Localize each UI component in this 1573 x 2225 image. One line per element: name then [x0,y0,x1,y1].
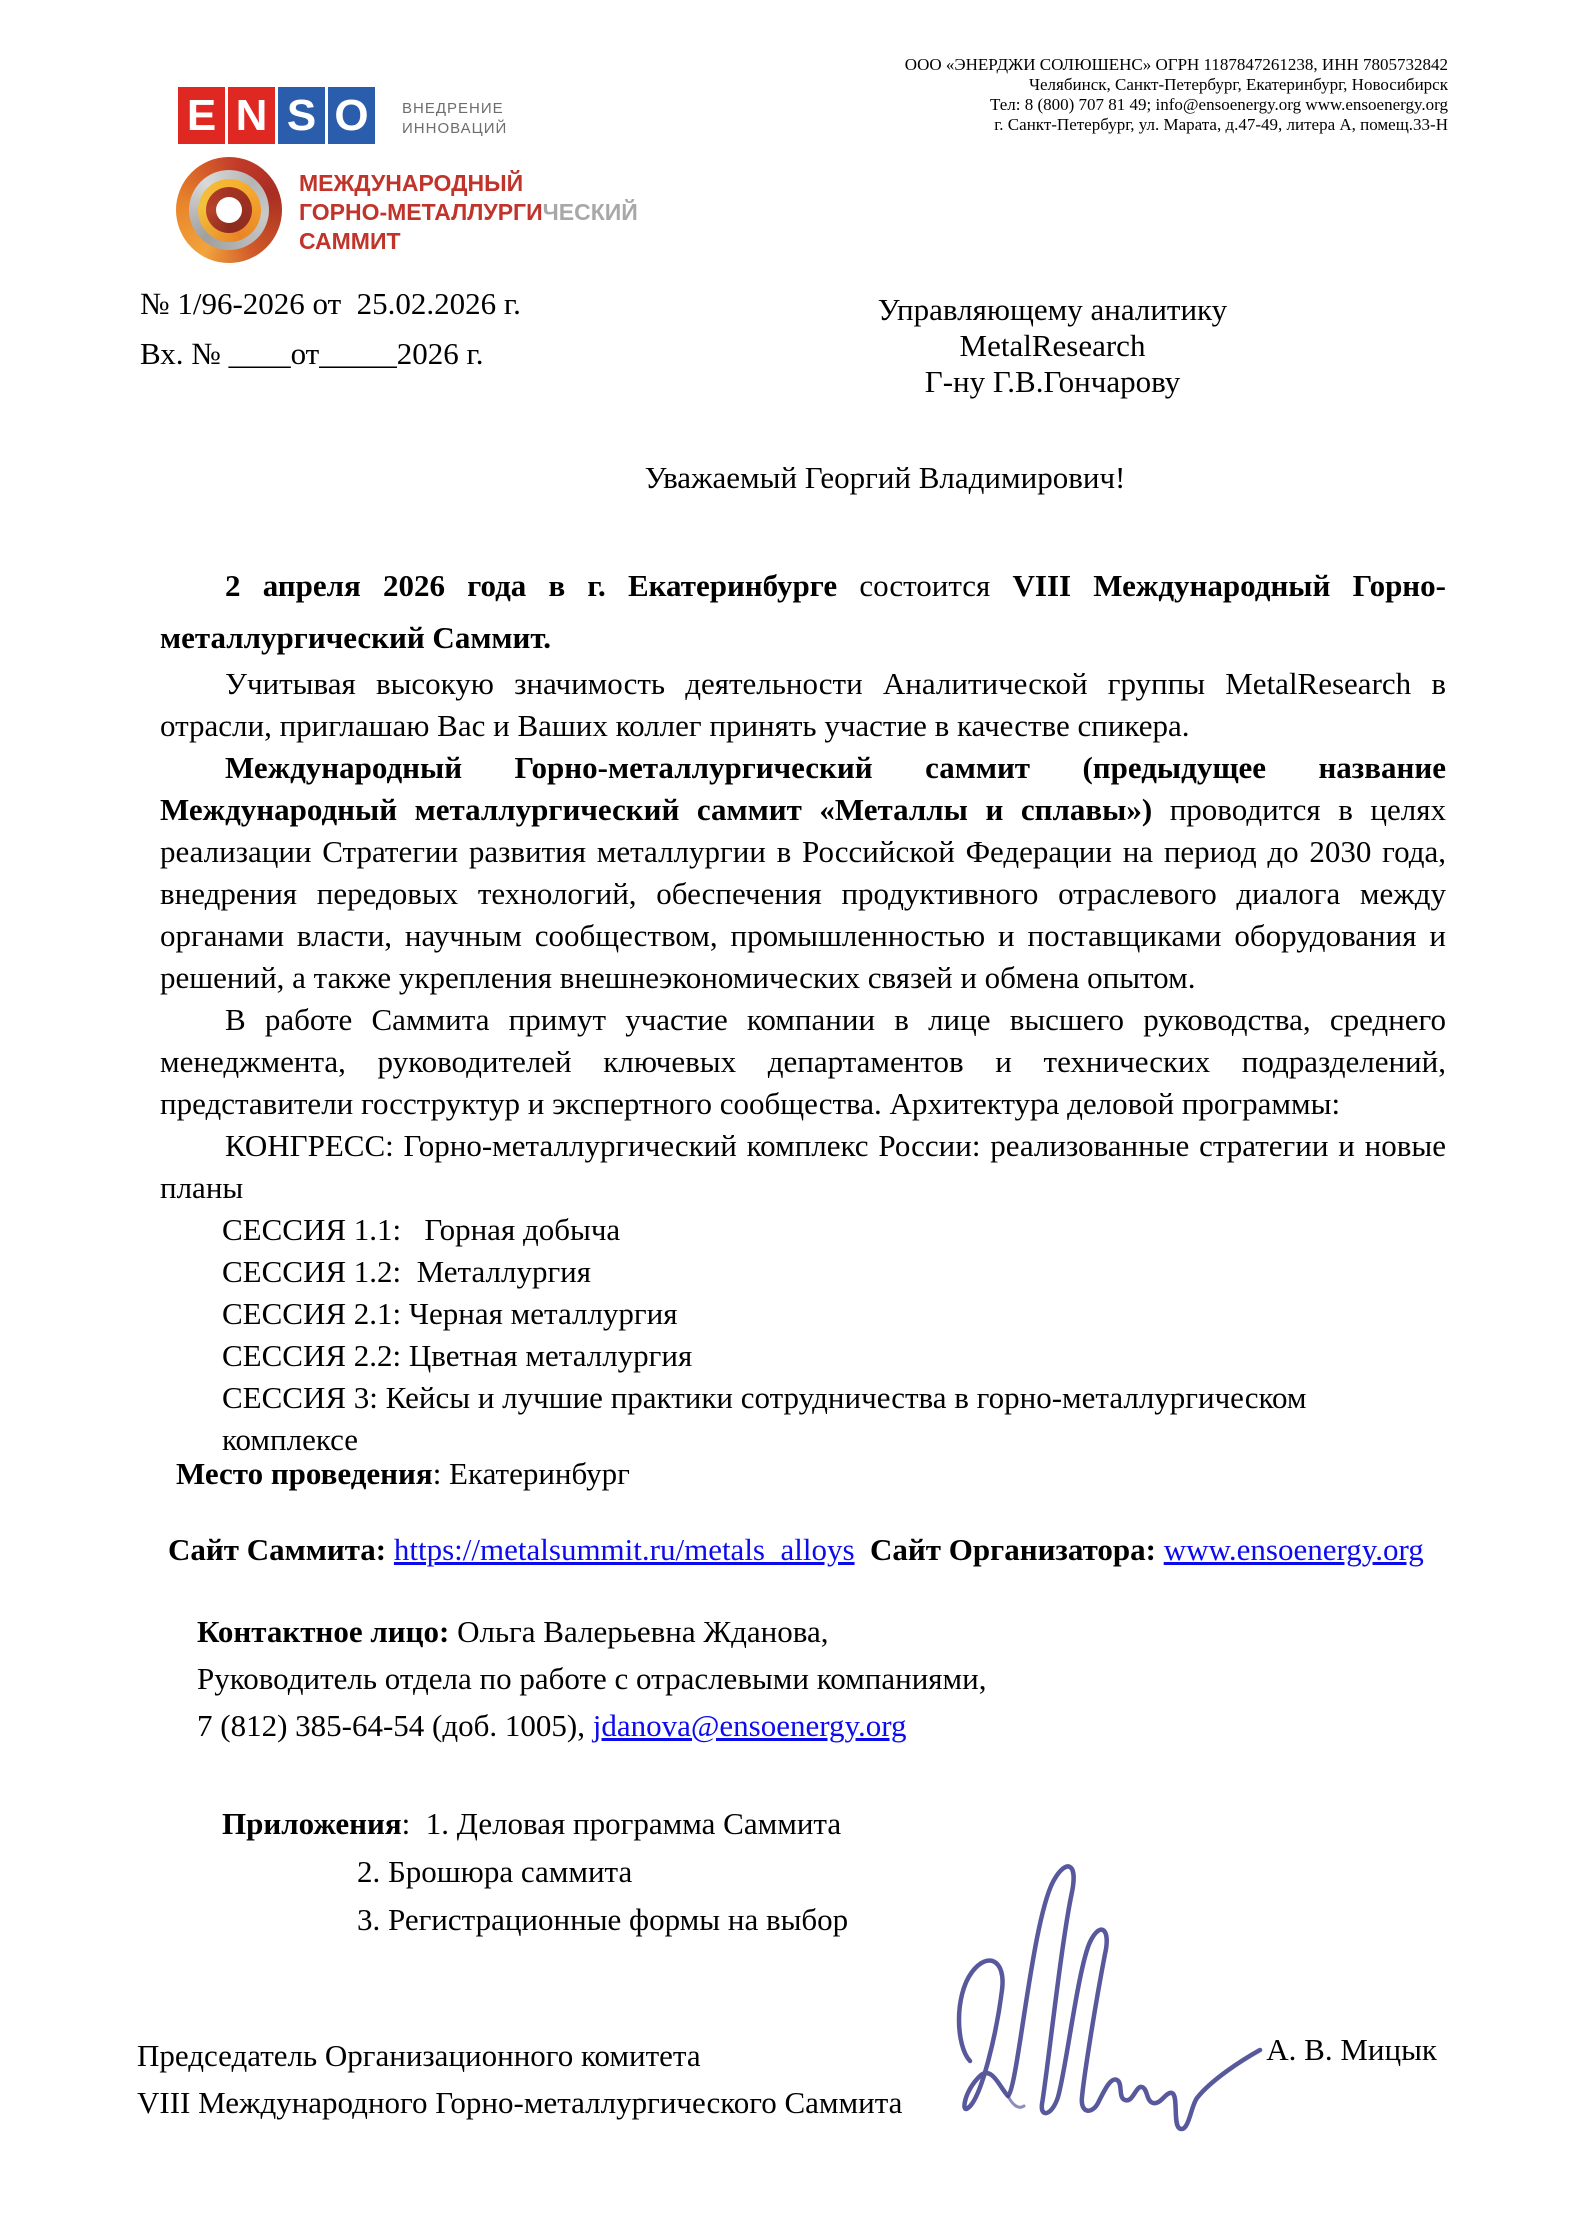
enso-logo [178,87,375,144]
contact-label: Контактное лицо: [197,1614,450,1649]
session-2-1: СЕССИЯ 2.1: Черная металлургия [222,1296,678,1331]
enso-letter-e: E [178,87,225,144]
addressee-line: Г-ну Г.В.Гончарову [924,364,1181,399]
signature-ink [920,1848,1270,2148]
paragraph-invitation: Учитывая высокую значимость деятельности Аналитической группы MetalResearch в отрасли, приглашаю Вас и Ваших коллег принять участие в качестве спикера. [160,666,1446,743]
attachments-label: Приложения [222,1806,402,1841]
summit-site-label: Сайт Саммита: [168,1532,394,1567]
paragraph-announcement: 2 апреля 2026 года в г. Екатеринбурге состоится VIII Международный Горно-металлургический Саммит. [160,568,1446,655]
attachment-item-3: 3. Регистрационные формы на выбор [357,1902,849,1937]
organizer-site-label: Сайт Организатора: [870,1532,1164,1567]
contact-person-line: Контактное лицо: Ольга Валерьевна Жданова, [197,1614,829,1649]
venue-label: Место проведения [176,1456,433,1491]
venue-line [176,1456,630,1492]
summit-site-link[interactable]: https://metalsummit.ru/metals_alloys [393,1532,855,1567]
enso-letter-s: S [278,87,325,144]
incoming-ref-number: Вх. № ____от_____2026 г. [140,336,484,371]
summit-logo-line2: ГОРНО-МЕТАЛЛУРГИЧЕСКИЙ [299,199,638,225]
salutation: Уважаемый Георгий Владимирович! [644,460,1126,495]
signer-role-line1: Председатель Организационного комитета [137,2038,701,2073]
enso-tagline-line1: ВНЕДРЕНИЕ [402,100,504,117]
outgoing-ref-number: № 1/96-2026 от 25.02.2026 г. [140,286,521,321]
contact-phone-line: 7 (812) 385-64-54 (доб. 1005), jdanova@ensoenergy.org [197,1708,907,1743]
company-line: Тел: 8 (800) 707 81 49; info@ensoenergy.org www.ensoenergy.org [989,95,1448,114]
summit-logo-line3: САММИТ [299,228,401,254]
company-line: г. Санкт-Петербург, ул. Марата, д.47-49, литера А, помещ.33-Н [994,115,1448,134]
company-requisites [905,55,1448,135]
paragraph-summit-goals: Международный Горно-металлургический саммит (предыдущее название Международный металлургический саммит «Металлы и сплавы») проводится в целях реализации Стратегии развития металлургии в Российской Федерации на период до 2030 года, внедрения передовых технологий, обеспечения продуктивного отраслевого диалога между органами власти, научным сообществом, промышленностью и поставщиками оборудования и решений, а также укрепления внешнеэкономических связей и обмена опытом. [160,750,1446,995]
session-2-2: СЕССИЯ 2.2: Цветная металлургия [222,1338,693,1373]
enso-letter-n: N [228,87,275,144]
signer-role-line2: VIII Международного Горно-металлургического Саммита [137,2085,903,2120]
venue-value: : Екатеринбург [432,1456,630,1491]
attachment-item-1: 1. Деловая программа Саммита [425,1806,842,1841]
summit-logo-text [299,169,638,256]
attachments-line1: Приложения: 1. Деловая программа Саммита [222,1806,842,1841]
congress-line: КОНГРЕСС: Горно-металлургический комплекс России: реализованные стратегии и новые планы [160,1128,1446,1205]
signer-role [137,2032,902,2126]
company-line: ООО «ЭНЕРДЖИ СОЛЮШЕНС» ОГРН 1187847261238, ИНН 7805732842 [904,55,1448,74]
company-line: Челябинск, Санкт-Петербург, Екатеринбург, Новосибирск [1028,75,1448,94]
enso-tagline-line2: ИННОВАЦИЙ [402,120,508,137]
sites-line [168,1532,1424,1568]
addressee-block [865,292,1240,400]
enso-letter-o: O [328,87,375,144]
enso-tagline [402,99,507,139]
paragraph-participants: В работе Саммита примут участие компании в лице высшего руководства, среднего менеджмента, руководителей ключевых департаментов и технических подразделений, представители госструктур и экспертного сообщества. Архитектура деловой программы: [160,1002,1446,1121]
session-3: СЕССИЯ 3: Кейсы и лучшие практики сотрудничества в горно-металлургическом комплексе [222,1380,1315,1457]
summit-logo-line1: МЕЖДУНАРОДНЫЙ [299,170,524,196]
summit-rings-icon [176,157,282,263]
contact-block [197,1608,987,1749]
contact-email-link[interactable]: jdanova@ensoenergy.org [592,1708,907,1743]
organizer-site-link[interactable]: www.ensoenergy.org [1163,1532,1424,1567]
session-1-2: СЕССИЯ 1.2: Металлургия [222,1254,592,1289]
addressee-line: Управляющему аналитику [877,292,1228,327]
signer-name: А. В. Мицык [1266,2032,1437,2067]
attachment-item-2: 2. Брошюра саммита [357,1854,633,1889]
addressee-line: MetalResearch [959,328,1146,363]
session-1-1: СЕССИЯ 1.1: Горная добыча [222,1212,621,1247]
contact-role-line: Руководитель отдела по работе с отраслевыми компаниями, [197,1661,987,1696]
